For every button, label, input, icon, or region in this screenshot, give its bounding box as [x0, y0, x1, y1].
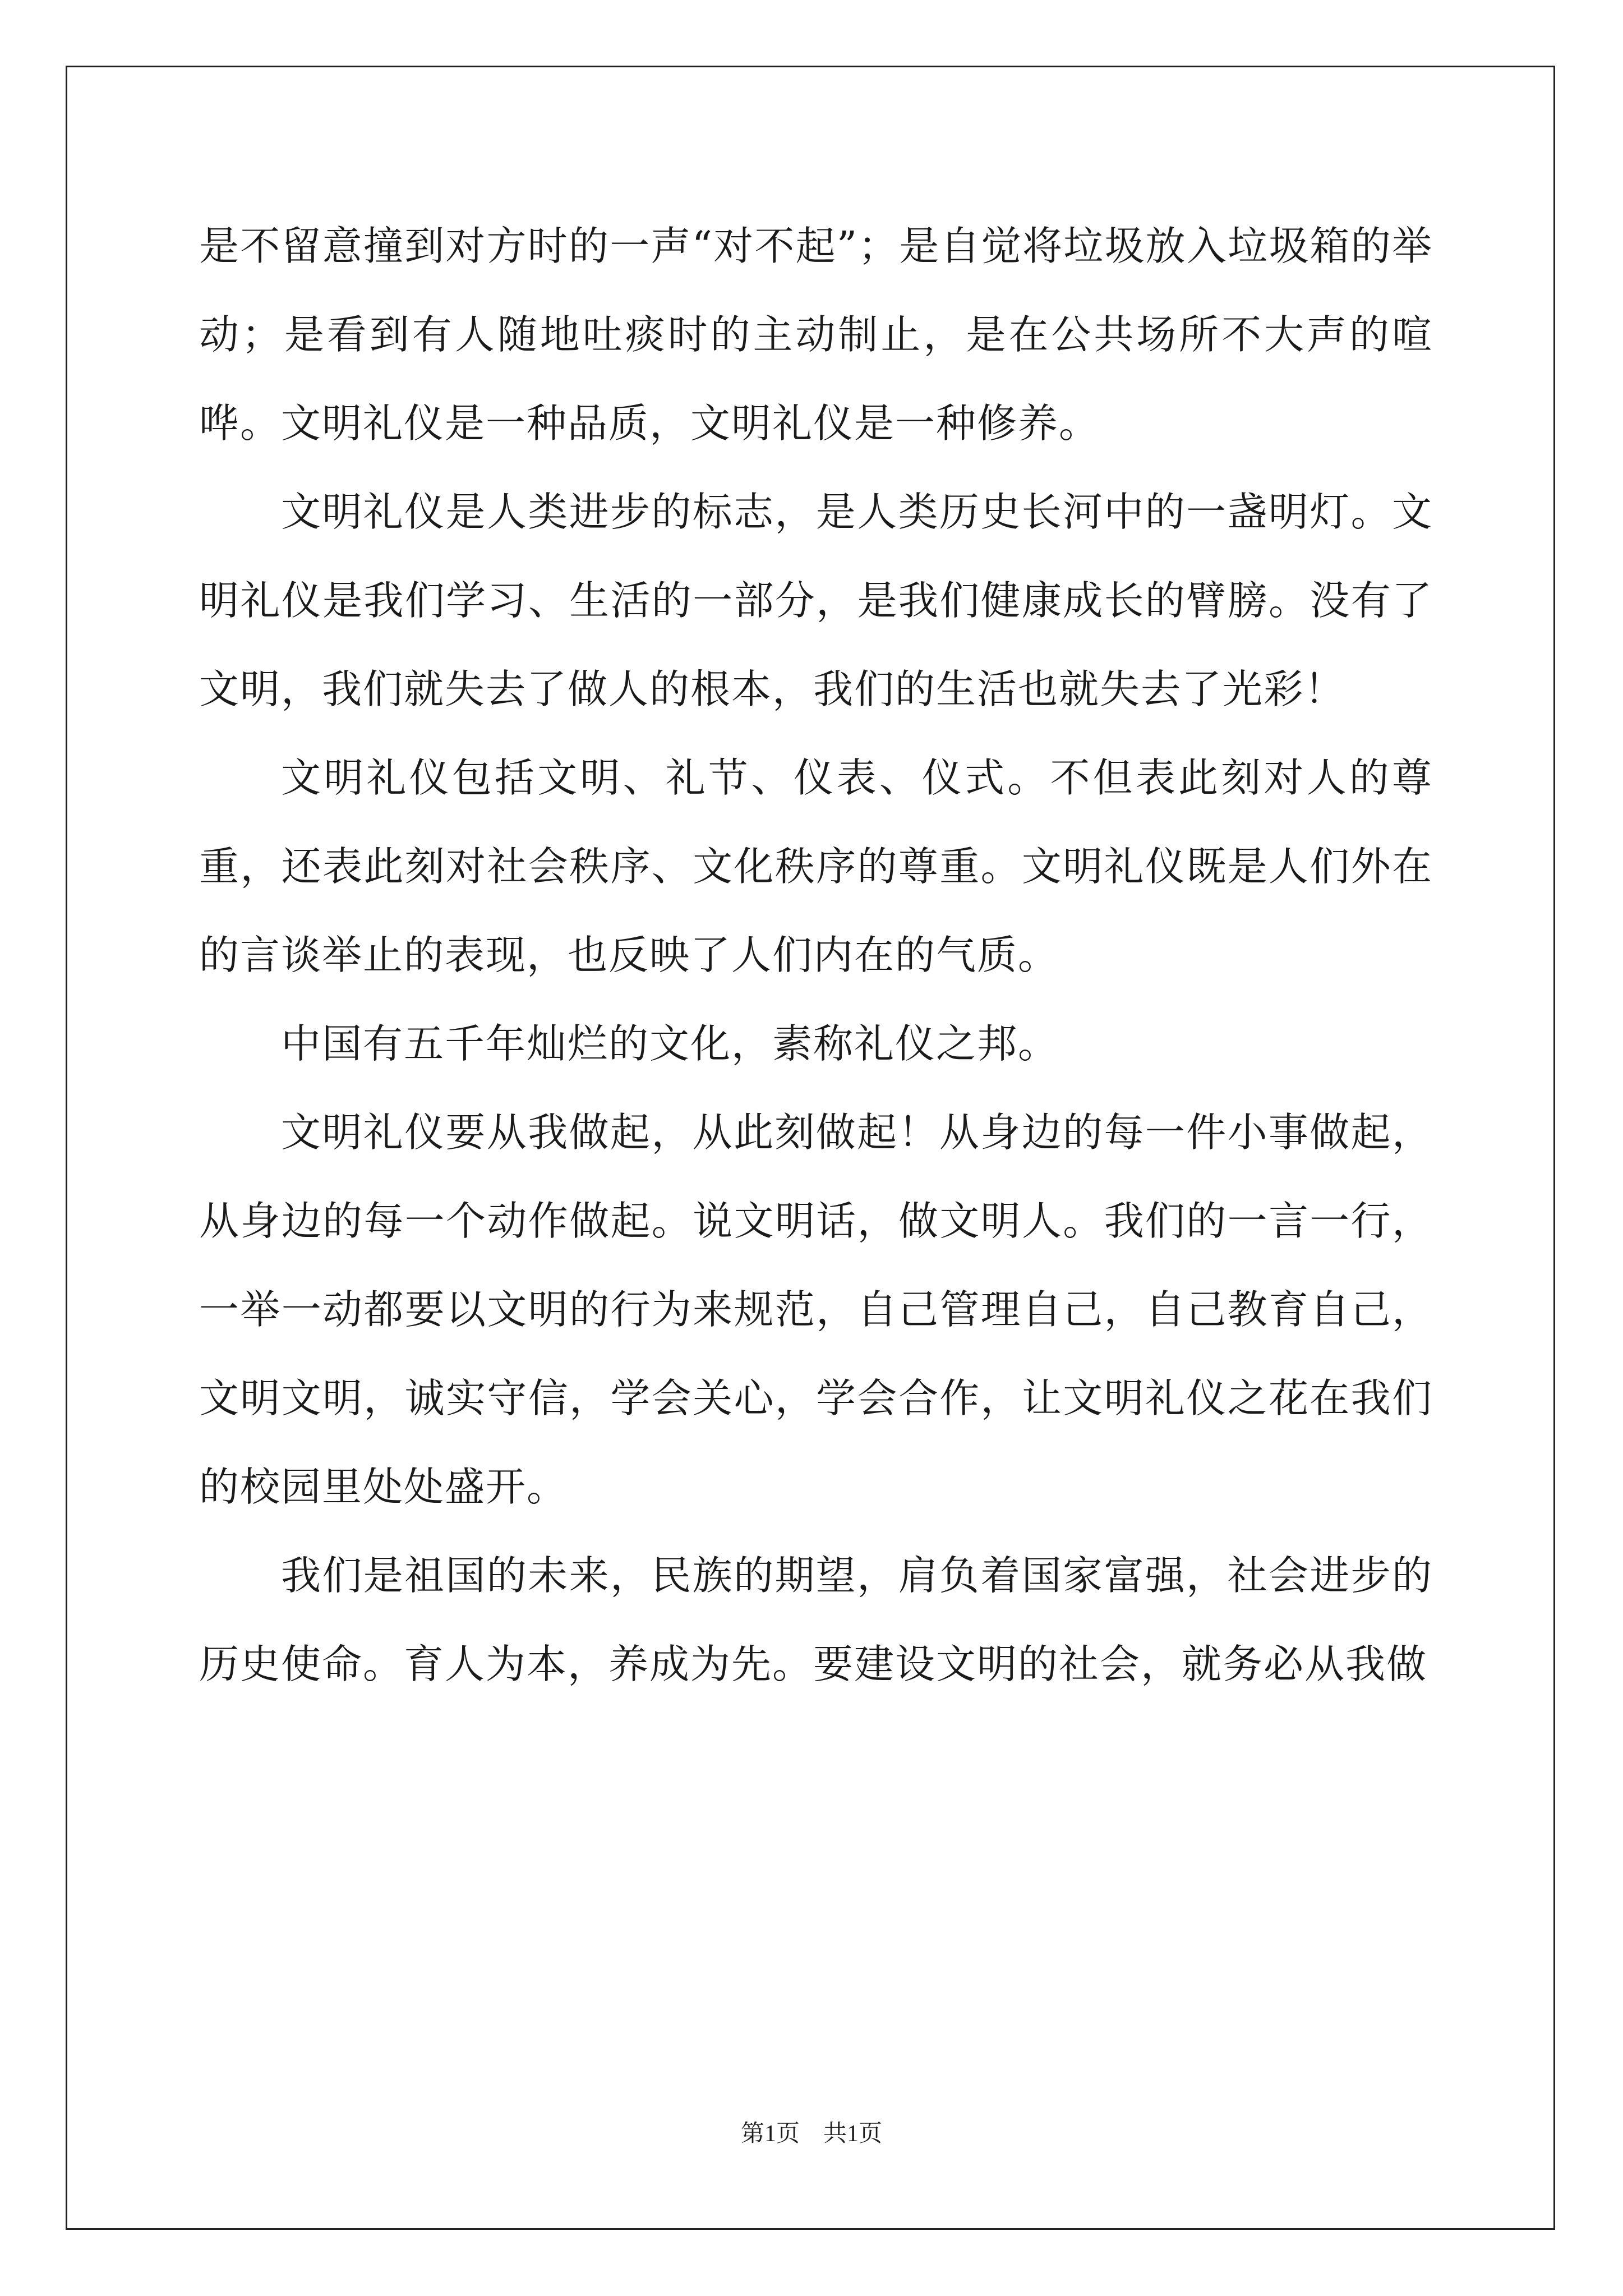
page-number: 第1页 [740, 2121, 800, 2147]
document-body [199, 202, 1433, 1709]
paragraph-3: 文明礼仪包括文明、礼节、仪表、仪式。不但表此刻对人的尊重，还表此刻对社会秩序、文化秩序的尊重。文明礼仪既是人们外在的言谈举止的表现，也反映了人们内在的气质。 [199, 754, 1433, 978]
paragraph-5: 文明礼仪要从我做起，从此刻做起！从身边的每一件小事做起，从身边的每一个动作做起。说文明话，做文明人。我们的一言一行，一举一动都要以文明的行为来规范，自己管理自己，自己教育自己，文明文明，诚实守信，学会关心，学会合作，让文明礼仪之花在我们的校园里处处盛开。 [199, 1109, 1433, 1510]
paragraph-4: 中国有五千年灿烂的文化，素称礼仪之邦。 [281, 1020, 1059, 1067]
page-total: 共1页 [823, 2121, 883, 2147]
paragraph-1: 是不留意撞到对方时的一声“对不起”；是自觉将垃圾放入垃圾箱的举动；是看到有人随地吐痰时的主动制止，是在公共场所不大声的喧哗。文明礼仪是一种品质，文明礼仪是一种修养。 [199, 223, 1433, 447]
paragraph-2: 文明礼仪是人类进步的标志，是人类历史长河中的一盏明灯。文明礼仪是我们学习、生活的一部分，是我们健康成长的臂膀。没有了文明，我们就失去了做人的根本，我们的生活也就失去了光彩！ [199, 489, 1433, 712]
paragraph-6: 我们是祖国的未来，民族的期望，肩负着国家富强，社会进步的历史使命。育人为本，养成为先。要建设文明的社会，就务必从我做 [199, 1552, 1433, 1687]
page-footer [0, 2115, 1623, 2148]
